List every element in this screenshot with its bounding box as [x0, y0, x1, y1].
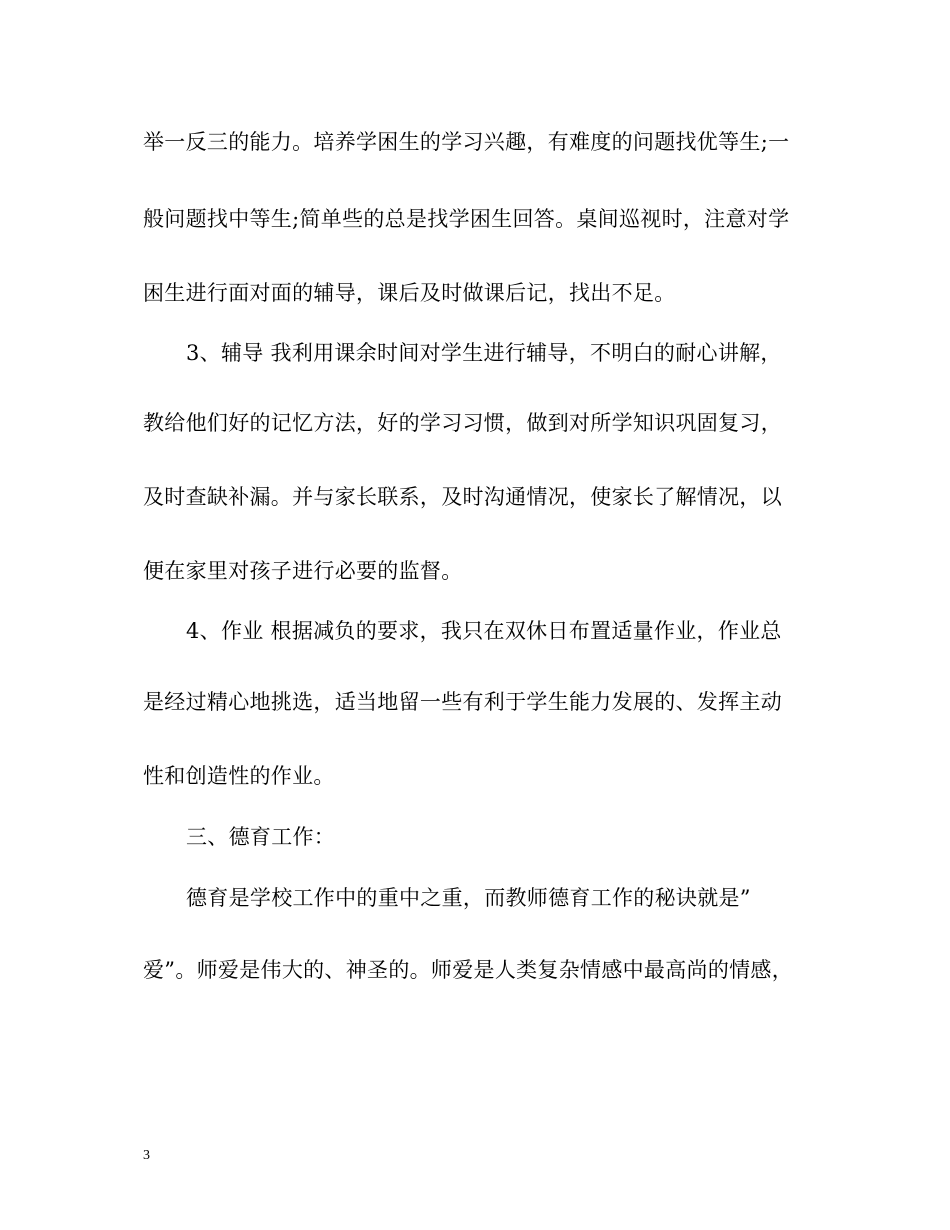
text-line-6: 及时查缺补漏。并与家长联系，及时沟通情况，使家长了解情况，以 — [143, 485, 782, 509]
text-line-11: 三、德育工作： — [186, 825, 336, 849]
text-line-2: 般问题找中等生;简单些的总是找学困生回答。桌间巡视时，注意对学 — [143, 207, 790, 231]
text-line-8: 4、作业 根据减负的要求，我只在双休日布置适量作业，作业总 — [186, 619, 782, 643]
text-line-3: 困生进行面对面的辅导，课后及时做课后记，找出不足。 — [143, 281, 676, 305]
text-line-4: 3、辅导 我利用课余时间对学生进行辅导，不明白的耐心讲解， — [186, 341, 782, 365]
text-line-7: 便在家里对孩子进行必要的监督。 — [143, 559, 463, 583]
text-line-13: 爱”。师爱是伟大的、神圣的。师爱是人类复杂情感中最高尚的情感， — [143, 958, 794, 982]
text-line-5: 教给他们好的记忆方法，好的学习习惯，做到对所学知识巩固复习， — [143, 411, 782, 435]
text-line-9: 是经过精心地挑选，适当地留一些有利于学生能力发展的、发挥主动 — [143, 690, 782, 714]
text-line-1: 举一反三的能力。培养学困生的学习兴趣，有难度的问题找优等生;一 — [143, 130, 790, 154]
page-number: 3 — [143, 1148, 150, 1163]
text-line-12: 德育是学校工作中的重中之重，而教师德育工作的秘诀就是” — [186, 886, 751, 910]
text-line-10: 性和创造性的作业。 — [143, 764, 335, 788]
